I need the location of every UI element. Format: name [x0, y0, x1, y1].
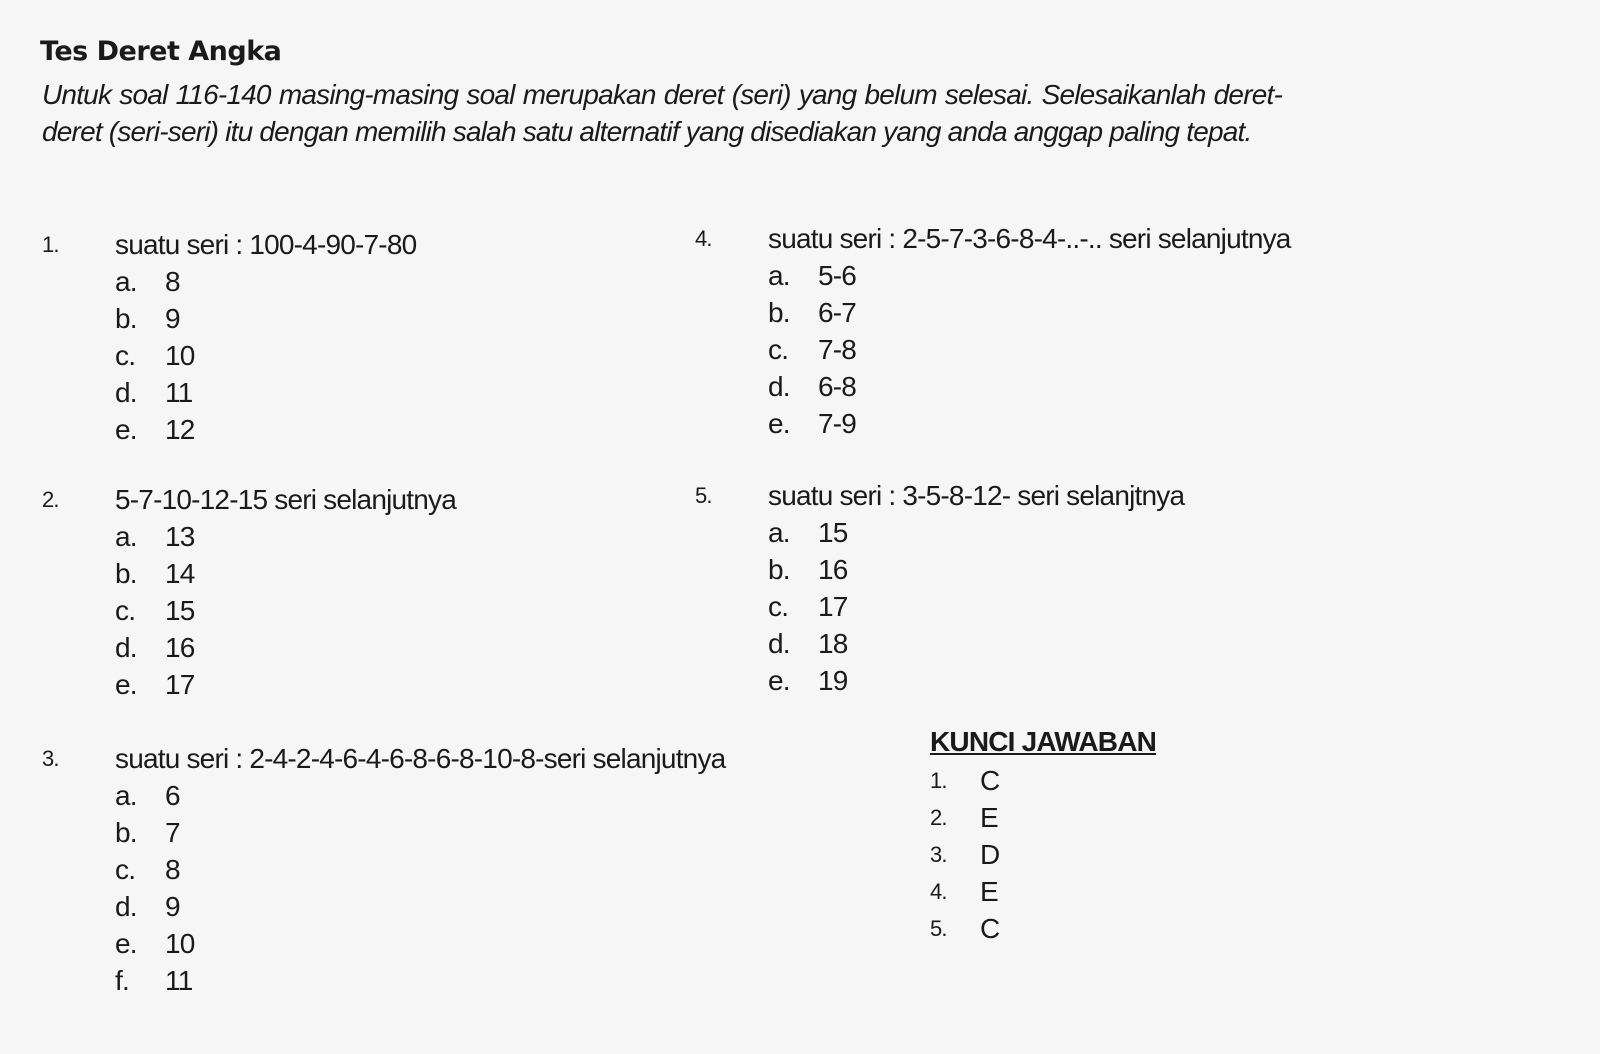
answer-letter: E [980, 875, 998, 907]
option-letter: f. [115, 964, 129, 996]
question-stem [42, 226, 416, 263]
option-value: 9 [165, 890, 180, 922]
option [695, 405, 1291, 442]
option-value: 10 [165, 339, 195, 371]
option-letter: a. [115, 265, 137, 297]
option-letter: c. [115, 853, 136, 885]
answer-letter: D [980, 838, 1000, 870]
answer-letter: C [980, 912, 1000, 944]
option [42, 592, 456, 629]
option [695, 662, 1184, 699]
option-value: 7-8 [818, 333, 857, 365]
option-value: 13 [165, 520, 195, 552]
question-text: suatu seri : 2-4-2-4-6-4-6-8-6-8-10-8-seri selanjutnya [115, 742, 726, 774]
instructions: Untuk soal 116-140 masing-masing soal merupakan deret (seri) yang belum selesai. Selesaikanlah deret-deret (seri-seri) itu dengan memilih salah satu alternatif yang disediakan yang anda anggap paling tepat. [42, 79, 1282, 147]
answer-row [930, 762, 1156, 799]
answer-key [930, 726, 1156, 947]
option-value: 7 [165, 816, 180, 848]
option-letter: e. [768, 407, 790, 439]
question-number: 5. [695, 482, 712, 508]
option-value: 6 [165, 779, 180, 811]
question-stem [695, 220, 1291, 257]
option-value: 17 [818, 590, 848, 622]
option-letter: b. [115, 816, 137, 848]
option-letter: a. [115, 779, 137, 811]
option [42, 518, 456, 555]
answer-number: 5. [930, 915, 947, 941]
option [42, 851, 725, 888]
option-value: 8 [165, 265, 180, 297]
option-letter: d. [115, 631, 137, 663]
question-number: 1. [42, 231, 59, 257]
question-stem [695, 477, 1184, 514]
option [695, 625, 1184, 662]
question-stem [42, 740, 725, 777]
option-letter: e. [115, 927, 137, 959]
option [695, 368, 1291, 405]
option [42, 814, 725, 851]
option-value: 6-8 [818, 370, 857, 402]
option-letter: a. [768, 516, 790, 548]
option-letter: c. [768, 590, 789, 622]
option-letter: d. [115, 890, 137, 922]
option [695, 331, 1291, 368]
question-text: suatu seri : 2-5-7-3-6-8-4-..-.. seri selanjutnya [768, 222, 1291, 254]
option [695, 257, 1291, 294]
answer-number: 3. [930, 841, 947, 867]
option [42, 374, 416, 411]
option [695, 551, 1184, 588]
page-title: Tes Deret Angka [40, 36, 282, 67]
question-2 [42, 481, 456, 703]
answer-row [930, 873, 1156, 910]
option [695, 514, 1184, 551]
option [42, 300, 416, 337]
answer-key-title: KUNCI JAWABAN [930, 726, 1157, 757]
question-4 [695, 220, 1291, 442]
answer-row [930, 836, 1156, 873]
option-letter: a. [115, 520, 137, 552]
question-number: 3. [42, 745, 59, 771]
option-value: 11 [165, 376, 193, 408]
option-value: 17 [165, 668, 195, 700]
option-letter: d. [768, 627, 790, 659]
option-letter: b. [768, 553, 790, 585]
question-3 [42, 740, 725, 999]
answer-row [930, 910, 1156, 947]
option-value: 16 [165, 631, 195, 663]
question-number: 4. [695, 225, 712, 251]
option [42, 263, 416, 300]
option-value: 7-9 [818, 407, 857, 439]
question-1 [42, 226, 416, 448]
option [42, 962, 725, 999]
option-letter: c. [115, 339, 136, 371]
option-value: 5-6 [818, 259, 857, 291]
option-value: 15 [165, 594, 195, 626]
answer-letter: E [980, 801, 998, 833]
question-text: suatu seri : 100-4-90-7-80 [115, 228, 417, 260]
option [42, 777, 725, 814]
option-value: 15 [818, 516, 848, 548]
option [42, 888, 725, 925]
option-letter: a. [768, 259, 790, 291]
option-value: 16 [818, 553, 848, 585]
answer-number: 2. [930, 804, 947, 830]
option [42, 337, 416, 374]
option-value: 10 [165, 927, 195, 959]
option [42, 925, 725, 962]
option-value: 6-7 [818, 296, 857, 328]
option [42, 629, 456, 666]
option-letter: e. [768, 664, 790, 696]
question-5 [695, 477, 1184, 699]
answer-number: 4. [930, 878, 947, 904]
question-text: suatu seri : 3-5-8-12- seri selanjtnya [768, 479, 1185, 511]
option [695, 294, 1291, 331]
option [42, 555, 456, 592]
answer-letter: C [980, 764, 1000, 796]
option-letter: d. [768, 370, 790, 402]
option-value: 9 [165, 302, 180, 334]
option-letter: e. [115, 668, 137, 700]
option [695, 588, 1184, 625]
option-value: 12 [165, 413, 195, 445]
option-letter: d. [115, 376, 137, 408]
option-value: 11 [165, 964, 193, 996]
option-letter: c. [768, 333, 789, 365]
option-value: 14 [165, 557, 195, 589]
option [42, 411, 416, 448]
option-value: 18 [818, 627, 848, 659]
option-letter: b. [768, 296, 790, 328]
option-value: 8 [165, 853, 180, 885]
option-letter: e. [115, 413, 137, 445]
option-letter: b. [115, 557, 137, 589]
option-letter: c. [115, 594, 136, 626]
option [42, 666, 456, 703]
answer-number: 1. [930, 767, 947, 793]
question-number: 2. [42, 486, 59, 512]
option-letter: b. [115, 302, 137, 334]
question-text: 5-7-10-12-15 seri selanjutnya [115, 483, 457, 515]
question-stem [42, 481, 456, 518]
option-value: 19 [818, 664, 848, 696]
answer-row [930, 799, 1156, 836]
